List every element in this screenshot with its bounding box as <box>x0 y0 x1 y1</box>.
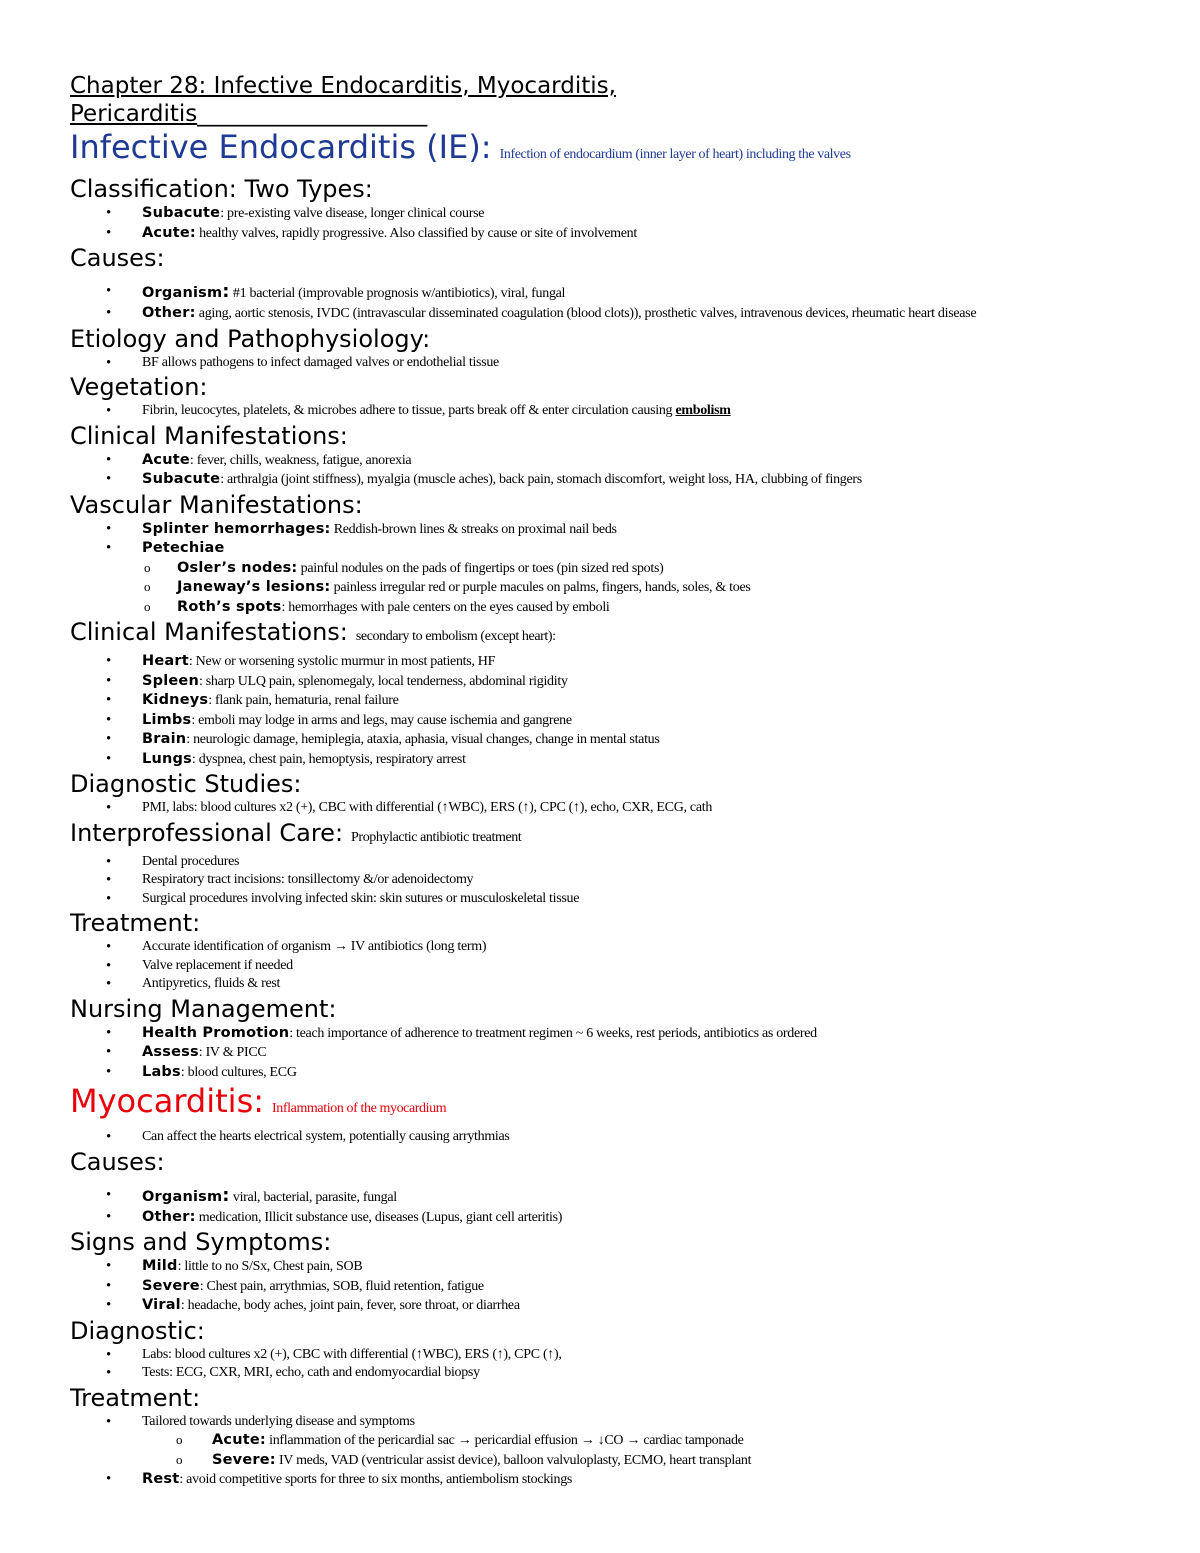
item-text: : arthralgia (joint stiffness), myalgia (muscle aches), back pain, stomach discomfort, weight loss, HA, clubbing of fingers <box>220 472 862 487</box>
interprof-heading-text: Interprofessional Care: <box>70 818 344 847</box>
vegetation-list <box>70 402 1170 421</box>
list-item <box>70 1185 1170 1208</box>
ie-description: Infection of endocardium (inner layer of heart) including the valves <box>499 147 851 162</box>
signs-list <box>70 1257 1170 1316</box>
item-term: Health Promotion <box>142 1024 290 1041</box>
item-term: Janeway’s lesions: <box>177 579 331 595</box>
item-text: : hemorrhages with pale centers on the eyes caused by emboli <box>281 599 610 615</box>
item-term: Heart <box>142 653 189 669</box>
etiology-heading: Etiology and Pathophysiology: <box>70 324 431 353</box>
myocarditis-heading <box>70 1082 1170 1128</box>
list-item <box>70 1470 1170 1490</box>
item-text: : avoid competitive sports for three to six months, antiembolism stockings <box>179 1472 573 1487</box>
item-text: healthy valves, rapidly progressive. Also classified by cause or site of involvement <box>195 225 637 241</box>
list-item <box>70 672 1170 692</box>
ie-treatment-list <box>70 938 1170 994</box>
item-term: Mild <box>142 1258 178 1274</box>
diagnostic-heading: Diagnostic Studies: <box>70 770 302 798</box>
item-term: Subacute <box>142 205 221 221</box>
item-term: Limbs <box>142 711 192 728</box>
list-item <box>70 711 1170 731</box>
list-item <box>70 1296 1170 1316</box>
item-term: Brain <box>142 731 187 747</box>
signs-heading: Signs and Symptoms: <box>70 1228 332 1256</box>
list-item: • Accurate identification of organism → IV antibiotics (long term) <box>70 938 1170 957</box>
item-term: Other: <box>142 305 196 321</box>
chapter-title-line2: Pericarditis <box>70 101 198 127</box>
item-text: : fever, chills, weakness, fatigue, anorexia <box>189 452 412 468</box>
item-text: medication, Illicit substance use, diseases (Lupus, giant cell arteritis) <box>195 1209 563 1225</box>
chapter-title-rule: ____________________ <box>197 101 428 127</box>
list-item <box>70 451 1170 471</box>
clinical2-description: secondary to embolism (except heart): <box>355 629 556 644</box>
interprof-description: Prophylactic antibiotic treatment <box>351 829 522 845</box>
list-item <box>70 1277 1170 1297</box>
list-item <box>70 1063 1170 1083</box>
list-item <box>70 520 1170 540</box>
diagnostic-list <box>70 799 1170 818</box>
vascular-list <box>70 520 1170 618</box>
list-item <box>70 281 1170 304</box>
item-term: Organism <box>142 285 223 301</box>
myo-causes-list <box>70 1185 1170 1228</box>
myo-diagnostic-list <box>70 1346 1170 1383</box>
list-item: • BF allows pathogens to infect damaged valves or endothelial tissue <box>70 354 1170 373</box>
classification-list <box>70 204 1170 243</box>
item-text: : teach importance of adherence to treatment regimen ~ 6 weeks, rest periods, antibiotics as ordered <box>289 1025 817 1041</box>
item-text: IV meds, VAD (ventricular assist device), balloon valvuloplasty, ECMO, heart transplant <box>275 1452 752 1468</box>
item-text: : Chest pain, arrythmias, SOB, fluid retention, fatigue <box>199 1278 484 1294</box>
clinical2-heading <box>70 617 1170 652</box>
clinical2-heading-text: Clinical Manifestations: <box>70 618 348 646</box>
item-text: : neurologic damage, hemiplegia, ataxia, aphasia, visual changes, change in mental status <box>186 732 660 747</box>
list-item: • Respiratory tract incisions: tonsillectomy &/or adenoidectomy <box>70 871 1170 890</box>
list-item <box>70 204 1170 224</box>
item-colon: : <box>222 1184 230 1206</box>
item-term: Severe: <box>212 1451 276 1468</box>
list-item <box>70 652 1170 672</box>
clinical-list <box>70 451 1170 490</box>
item-text: : sharp ULQ pain, splenomegaly, local tenderness, abdominal rigidity <box>198 673 568 689</box>
item-text: : pre-existing valve disease, longer clinical course <box>220 206 485 221</box>
myocarditis-description: Inflammation of the myocardium <box>272 1101 447 1116</box>
item-text: : little to no S/Sx, Chest pain, SOB <box>177 1259 363 1274</box>
nursing-list <box>70 1024 1170 1083</box>
ie-treatment-heading: Treatment: <box>70 909 201 937</box>
item-term: Subacute <box>142 471 221 487</box>
clinical-heading: Clinical Manifestations: <box>70 421 348 450</box>
clinical2-list <box>70 652 1170 769</box>
item-text: #1 bacterial (improvable prognosis w/antibiotics), viral, fungal <box>229 286 566 301</box>
list-item: • PMI, labs: blood cultures x2 (+), CBC with differential (↑WBC), ERS (↑), CPC (↑), echo, CXR, ECG, cath <box>70 799 1170 818</box>
chapter-title <box>70 72 1170 128</box>
ie-heading-text: Infective Endocarditis (IE): <box>70 128 492 166</box>
item-term: Petechiae <box>142 540 225 556</box>
ie-causes-list <box>70 281 1170 324</box>
sub-list-item <box>70 598 1170 618</box>
myo-treatment-heading: Treatment: <box>70 1383 201 1412</box>
sub-list-item <box>70 578 1170 598</box>
item-text: : New or worsening systolic murmur in most patients, HF <box>188 654 496 669</box>
list-item <box>70 539 1170 559</box>
item-text: aging, aortic stenosis, IVDC (intravascular disseminated coagulation (blood clots)), prosthetic valves, intravenous devices, rheumatic heart disease <box>195 306 977 321</box>
item-text: : blood cultures, ECG <box>180 1064 297 1080</box>
item-term: Rest <box>142 1471 180 1487</box>
item-text: Reddish-brown lines & streaks on proximal nail beds <box>330 521 617 537</box>
list-item <box>70 750 1170 770</box>
list-item: • Can affect the hearts electrical system, potentially causing arrythmias <box>70 1128 1170 1147</box>
item-term: Osler’s nodes: <box>177 559 298 576</box>
myocarditis-list <box>70 1128 1170 1147</box>
item-text: viral, bacterial, parasite, fungal <box>229 1189 397 1205</box>
item-term: Viral <box>142 1297 181 1313</box>
item-term: Splinter hemorrhages: <box>142 520 331 537</box>
list-item <box>70 224 1170 244</box>
list-item: • Tests: ECG, CXR, MRI, echo, cath and endomyocardial biopsy <box>70 1364 1170 1383</box>
list-item <box>70 470 1170 490</box>
item-term: Kidneys <box>142 692 209 708</box>
list-item: • Dental procedures <box>70 853 1170 872</box>
ie-causes-heading: Causes: <box>70 244 165 272</box>
item-term: Acute <box>142 451 190 468</box>
item-text: : headache, body aches, joint pain, fever, sore throat, or diarrhea <box>180 1298 520 1313</box>
myo-causes-heading: Causes: <box>70 1147 165 1176</box>
item-term: Acute: <box>212 1432 266 1448</box>
item-term: Spleen <box>142 672 199 689</box>
myo-diagnostic-heading: Diagnostic: <box>70 1316 205 1345</box>
list-item: • Labs: blood cultures x2 (+), CBC with differential (↑WBC), ERS (↑), CPC (↑), <box>70 1346 1170 1365</box>
list-item <box>70 304 1170 324</box>
item-text: painful nodules on the pads of fingertips or toes (pin sized red spots) <box>297 560 664 576</box>
list-item <box>70 1208 1170 1228</box>
list-item: • Surgical procedures involving infected skin: skin sutures or musculoskeletal tissue <box>70 890 1170 909</box>
list-item <box>70 730 1170 750</box>
item-text: : IV & PICC <box>198 1045 267 1060</box>
list-item: • Valve replacement if needed <box>70 957 1170 976</box>
item-term: Acute: <box>142 224 196 241</box>
item-term: Severe <box>142 1277 200 1294</box>
etiology-list <box>70 354 1170 373</box>
item-term: Lungs <box>142 750 192 767</box>
myo-treatment-list <box>70 1413 1170 1490</box>
document-page <box>70 72 1170 1490</box>
ie-heading <box>70 128 1170 174</box>
sub-list-item <box>70 1431 1170 1451</box>
item-text: : dyspnea, chest pain, hemoptysis, respiratory arrest <box>191 751 466 767</box>
list-item <box>70 1043 1170 1063</box>
item-text: inflammation of the pericardial sac → pericardial effusion → ↓CO → cardiac tamponade <box>265 1433 744 1448</box>
item-text: : flank pain, hematuria, renal failure <box>208 693 399 708</box>
interprof-list <box>70 853 1170 909</box>
item-text: painless irregular red or purple macules on palms, fingers, hands, soles, & toes <box>330 580 751 595</box>
interprof-heading <box>70 818 1170 853</box>
item-text: Fibrin, leucocytes, platelets, & microbes adhere to tissue, parts break off & enter circulation causing <box>142 403 676 418</box>
item-colon: : <box>222 281 230 302</box>
vascular-heading: Vascular Manifestations: <box>70 490 363 519</box>
item-term: Roth’s spots <box>177 598 282 615</box>
item-text: : emboli may lodge in arms and legs, may cause ischemia and gangrene <box>191 712 572 728</box>
sub-list-item <box>70 1451 1170 1471</box>
list-item <box>70 1257 1170 1277</box>
list-item <box>70 402 1170 421</box>
classification-heading: Classification: Two Types: <box>70 175 373 203</box>
sub-list-item <box>70 559 1170 579</box>
item-term: Organism <box>142 1188 223 1205</box>
list-item <box>70 691 1170 711</box>
list-item: • Antipyretics, fluids & rest <box>70 975 1170 994</box>
myocarditis-heading-text: Myocarditis: <box>70 1082 265 1120</box>
item-term: Assess <box>142 1044 199 1060</box>
chapter-title-line1: Chapter 28: Infective Endocarditis, Myocarditis, <box>70 73 616 99</box>
list-item <box>70 1024 1170 1044</box>
embolism-emphasis: embolism <box>675 403 731 418</box>
vegetation-heading: Vegetation: <box>70 373 208 401</box>
nursing-heading: Nursing Management: <box>70 994 337 1023</box>
item-term: Labs <box>142 1063 181 1080</box>
list-item: • Tailored towards underlying disease and symptoms <box>70 1413 1170 1432</box>
item-term: Other: <box>142 1208 196 1225</box>
